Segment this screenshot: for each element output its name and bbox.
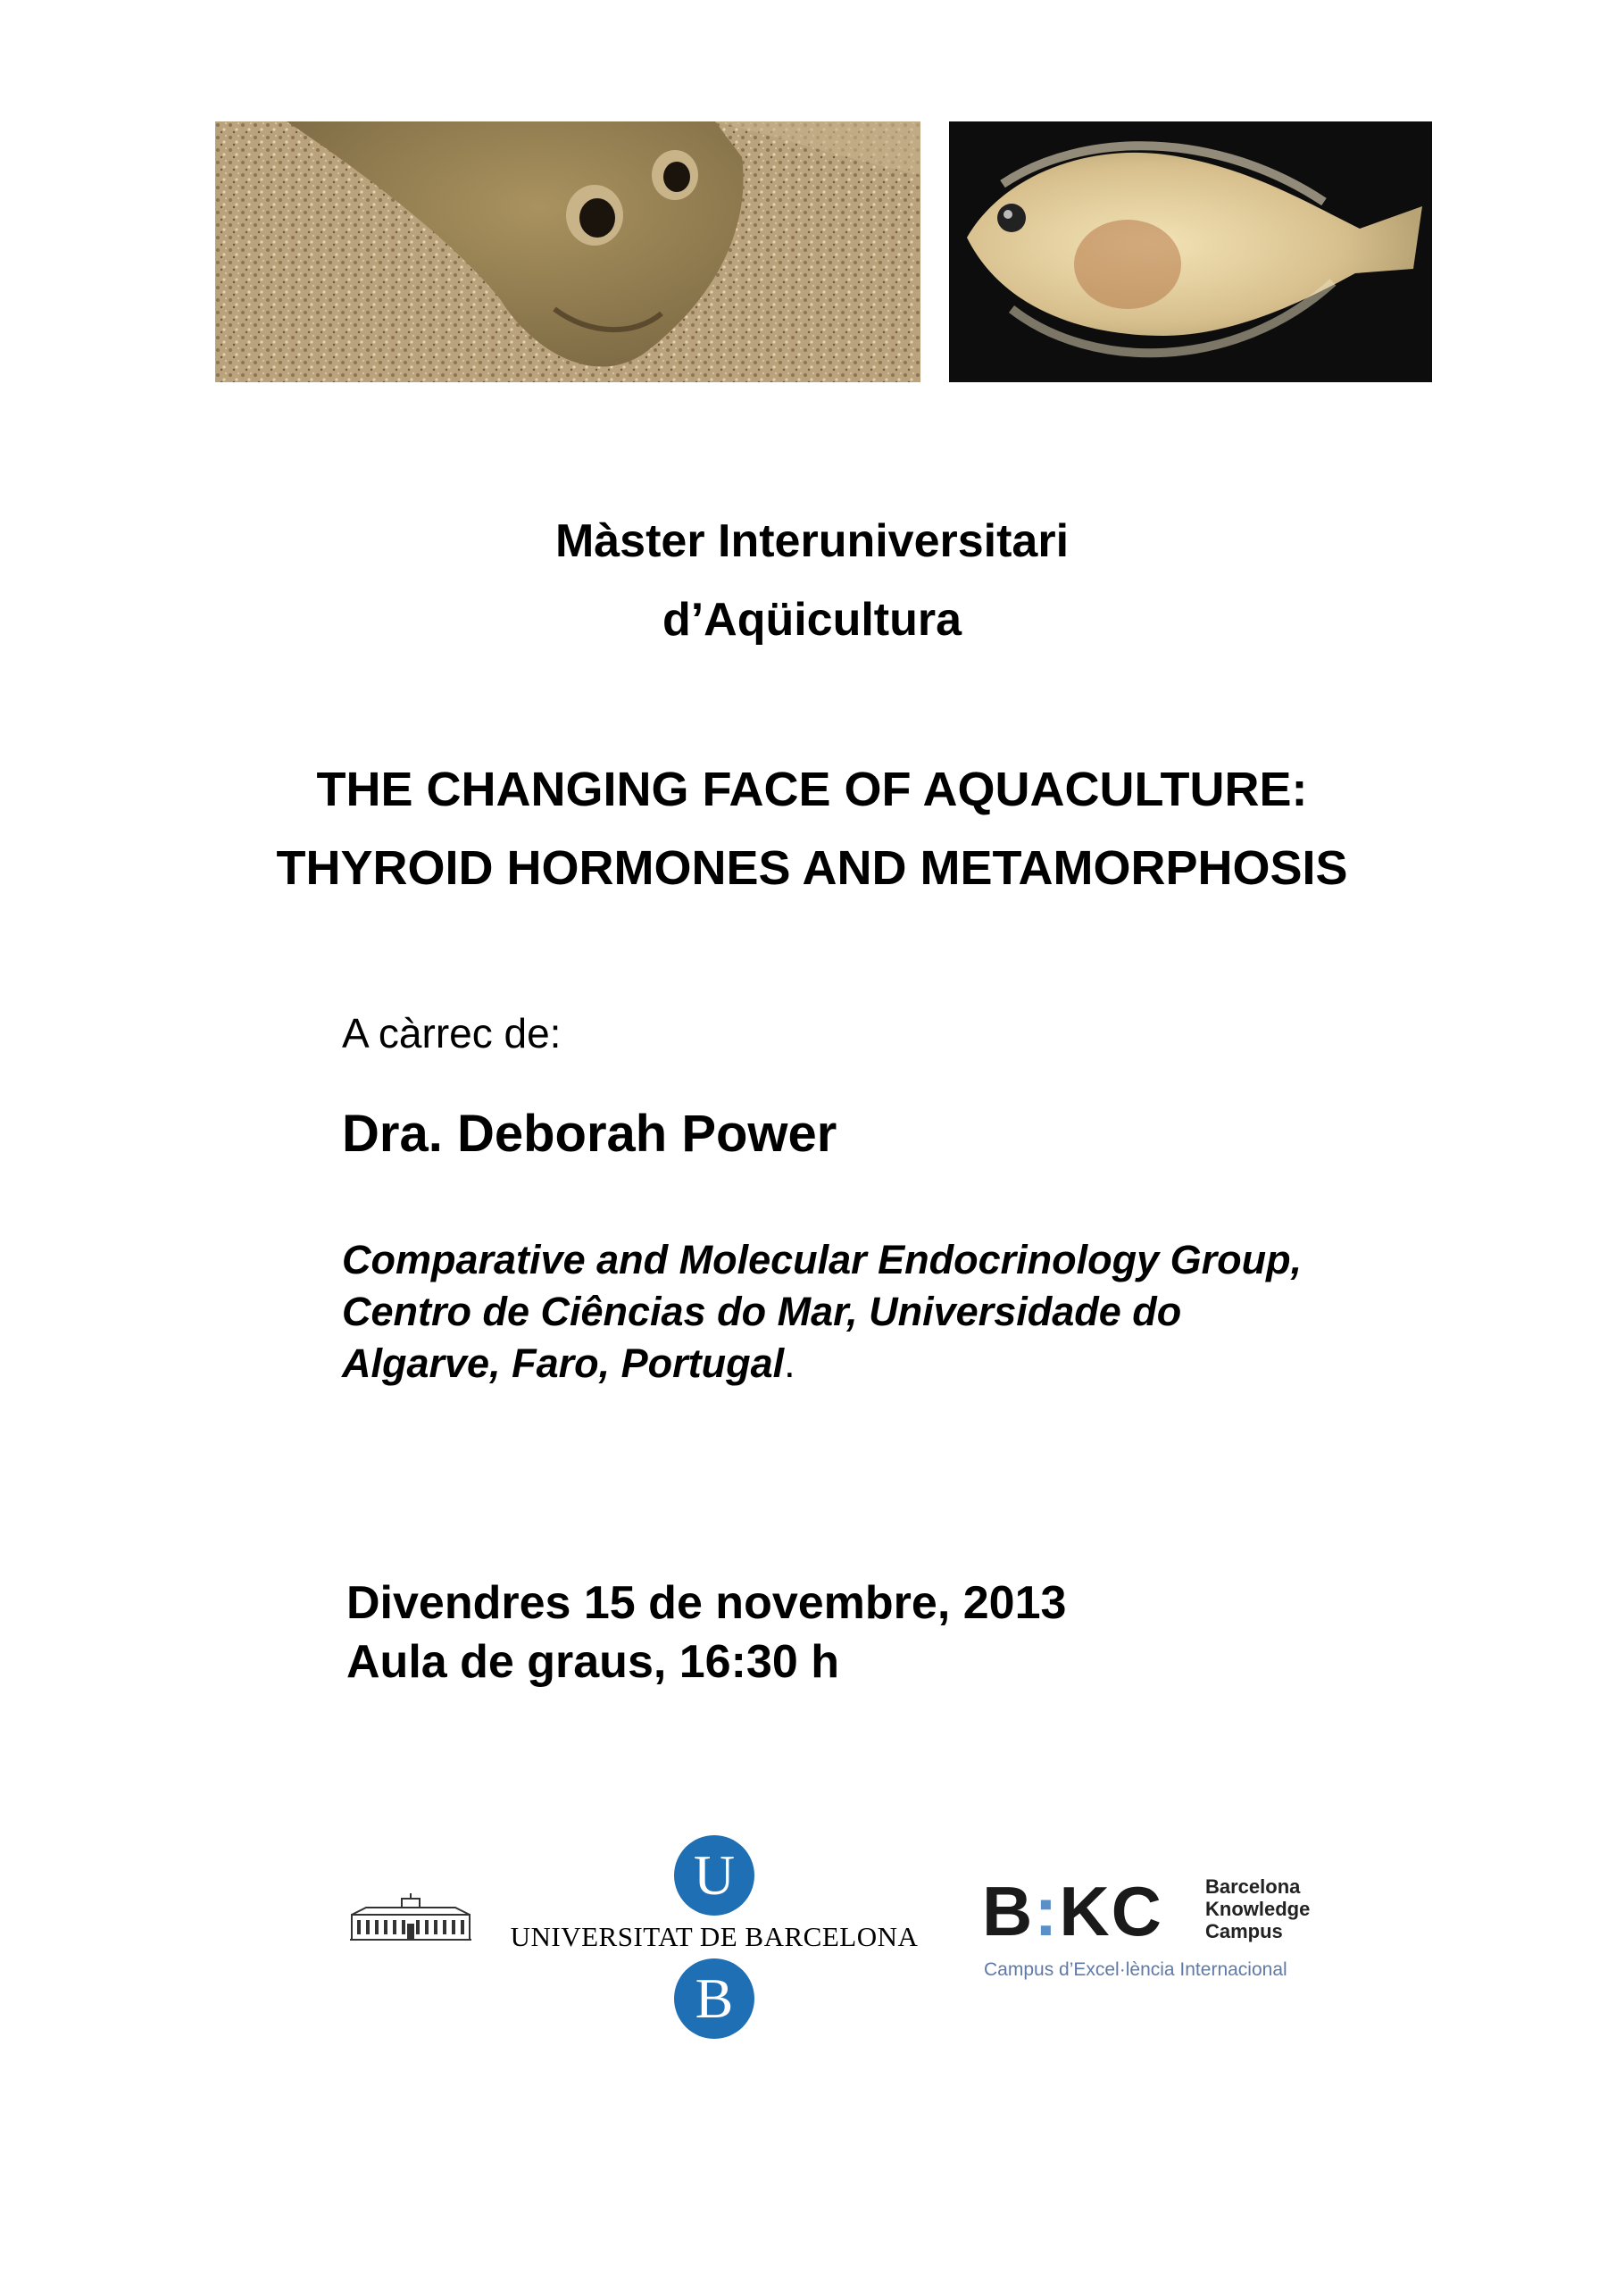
talk-title-line-2: THYROID HORMONES AND METAMORPHOSIS (276, 841, 1348, 895)
event-date: Divendres 15 de novembre, 2013 (346, 1577, 1067, 1629)
program-title (0, 502, 1624, 659)
bkc-mark (982, 1874, 1163, 1949)
bkc-name-line-2: Knowledge (1205, 1898, 1311, 1920)
ub-u-circle: U (674, 1835, 754, 1916)
ub-name: UNIVERSITAT DE BARCELONA (510, 1921, 919, 1952)
ub-building-logo (348, 1891, 473, 1941)
flatfish-on-sand-photo (215, 121, 920, 382)
bkc-name-line-3: Campus (1205, 1920, 1283, 1942)
bkc-kc: KC (1059, 1872, 1163, 1950)
bkc-tagline: Campus d’Excel·lència Internacional (984, 1959, 1287, 1980)
speaker-name: Dra. Deborah Power (342, 1105, 837, 1163)
program-title-line-1: Màster Interuniversitari (554, 515, 1070, 567)
program-title-line-2: d’Aqüicultura (662, 594, 962, 646)
affiliation-period: . (784, 1340, 795, 1386)
talk-title (0, 750, 1624, 907)
flatfish-larva-photo (949, 121, 1432, 382)
affiliation-line-3: Algarve, Faro, Portugal (342, 1340, 785, 1386)
ub-b-circle: B (674, 1958, 754, 2039)
bkc-name (1205, 1875, 1310, 1942)
bkc-b: B (982, 1872, 1035, 1950)
universitat-de-barcelona-logo (500, 1835, 929, 2041)
affiliation-line-2: Centro de Ciências do Mar, Universidade do (342, 1289, 1182, 1334)
speaker-affiliation (342, 1234, 1302, 1390)
talk-title-line-1: THE CHANGING FACE OF AQUACULTURE: (316, 763, 1308, 816)
affiliation-line-1: Comparative and Molecular Endocrinology Group, (342, 1237, 1303, 1282)
bkc-name-line-1: Barcelona (1205, 1875, 1301, 1898)
event-details (346, 1574, 1066, 1691)
by-label: A càrrec de: (342, 1010, 562, 1056)
event-place-time: Aula de graus, 16:30 h (346, 1636, 839, 1688)
barcelona-knowledge-campus-logo (982, 1874, 1339, 2008)
bkc-separator: : (1034, 1872, 1060, 1950)
